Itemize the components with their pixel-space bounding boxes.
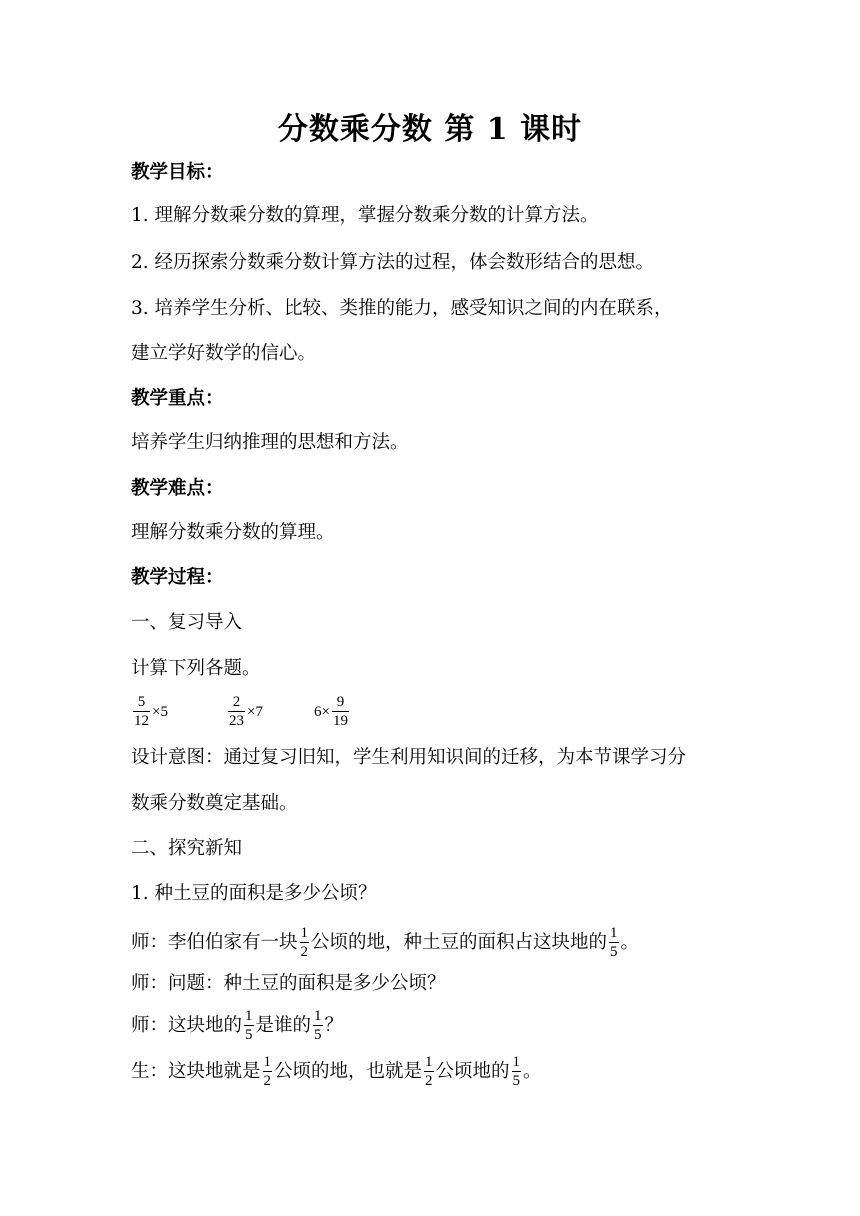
fraction: $\frac{1}{5}$ <box>314 1008 322 1043</box>
fraction: $\frac{1}{5}$ <box>512 1054 521 1089</box>
teacher-line-3: 师：这块地的 $\frac{1}{5}$ 是谁的 $\frac{1}{5}$ ？ <box>131 1008 344 1043</box>
process-heading: 教学过程： <box>131 567 224 588</box>
operator: 6× <box>314 703 330 720</box>
fraction: $\frac{1}{5}$ <box>610 925 618 960</box>
fraction: $\frac{1}{2}$ <box>263 1054 272 1089</box>
goals-heading: 教学目标： <box>131 162 224 183</box>
fraction: $\frac{5}{12}$ <box>134 694 149 729</box>
section-review: 一、复习导入 <box>131 612 243 633</box>
operator: ×7 <box>247 703 263 720</box>
goal-3: 3. 培养学生分析、比较、类推的能力，感受知识之间的内在联系， <box>131 298 673 319</box>
fraction: $\frac{9}{19}$ <box>332 694 348 729</box>
key-heading: 教学重点： <box>131 388 224 409</box>
calc-intro: 计算下列各题。 <box>131 658 261 679</box>
page-title: 分数乘分数 第 1 课时 <box>277 112 583 147</box>
teacher-line-2: 师：问题：种土豆的面积是多少公顷？ <box>131 973 446 994</box>
goal-3-continued: 建立学好数学的信心。 <box>131 343 317 364</box>
exercise-2 <box>226 692 263 732</box>
fraction: $\frac{1}{2}$ <box>425 1054 433 1089</box>
design-intent-line-2: 数乘分数奠定基础。 <box>131 793 298 814</box>
key-text: 培养学生归纳推理的思想和方法。 <box>131 432 409 453</box>
difficult-heading: 教学难点： <box>131 478 224 499</box>
fraction: $\frac{1}{2}$ <box>300 925 309 960</box>
difficult-text: 理解分数乘分数的算理。 <box>131 522 335 543</box>
exercise-1 <box>131 692 168 732</box>
question-1: 1. 种土豆的面积是多少公顷？ <box>131 883 377 904</box>
student-line-1: 生：这块地就是 $\frac{1}{2}$ 公顷的地，也就是 $\frac{1}{2}$ 公顷地的 $\frac{1}{5}$ 。 <box>131 1054 542 1089</box>
goal-1: 1. 理解分数乘分数的算理，掌握分数乘分数的计算方法。 <box>131 205 599 226</box>
fraction: $\frac{2}{23}$ <box>229 694 244 729</box>
design-intent-line-1: 设计意图：通过复习旧知，学生利用知识间的迁移，为本节课学习分 <box>131 747 687 768</box>
goal-2: 2. 经历探索分数乘分数计算方法的过程，体会数形结合的思想。 <box>131 252 655 273</box>
operator: ×5 <box>152 703 168 720</box>
teacher-line-1: 师：李伯伯家有一块 $\frac{1}{2}$ 公顷的地，种土豆的面积占这块地的 $\frac{1}{5}$ 。 <box>131 925 640 960</box>
exercise-3 <box>314 692 351 732</box>
fraction: $\frac{1}{5}$ <box>245 1008 253 1043</box>
section-explore: 二、探究新知 <box>131 838 243 859</box>
